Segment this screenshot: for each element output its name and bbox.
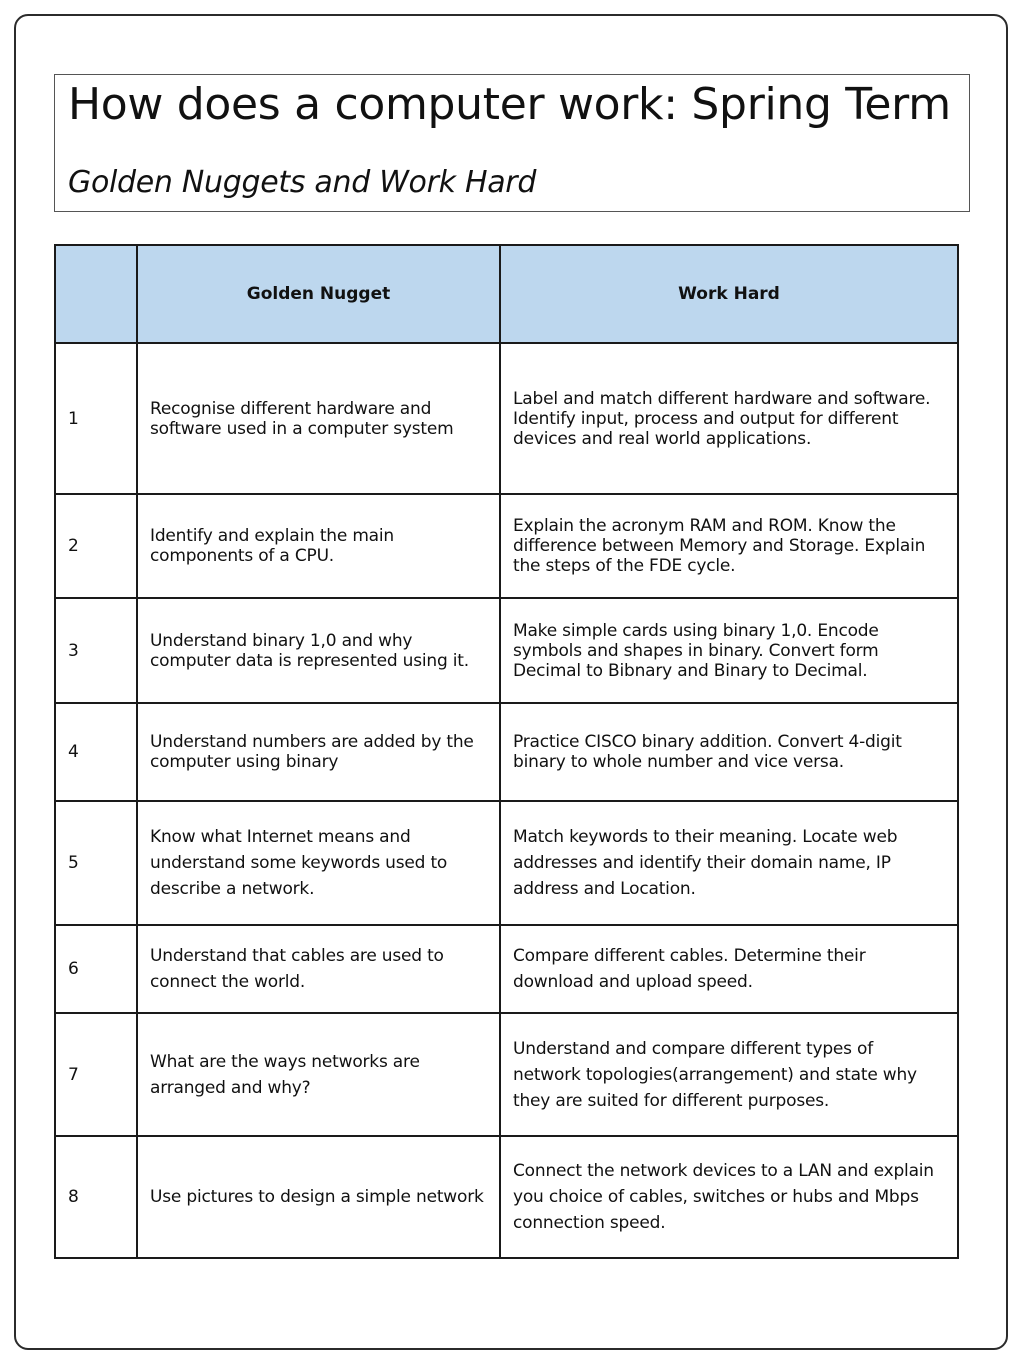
- golden-nugget-cell: Understand numbers are added by the computer using binary: [137, 703, 500, 801]
- table-row: [55, 703, 958, 801]
- page-subtitle: Golden Nuggets and Work Hard: [68, 165, 537, 200]
- title-box: [54, 74, 970, 212]
- golden-nugget-cell: Recognise different hardware and software used in a computer system: [137, 343, 500, 494]
- work-hard-cell: Compare different cables. Determine their download and upload speed.: [500, 925, 958, 1013]
- table-row: [55, 801, 958, 925]
- page-title: How does a computer work: Spring Term: [68, 79, 951, 130]
- work-hard-cell: Make simple cards using binary 1,0. Encode symbols and shapes in binary. Convert form Decimal to Bibnary and Binary to Decimal.: [500, 598, 958, 703]
- table-header-row: [55, 245, 958, 343]
- work-hard-cell: Label and match different hardware and software. Identify input, process and output for different devices and real world applications.: [500, 343, 958, 494]
- work-hard-cell: Practice CISCO binary addition. Convert 4-digit binary to whole number and vice versa.: [500, 703, 958, 801]
- column-header-work-hard: Work Hard: [500, 245, 958, 343]
- table-row: [55, 343, 958, 494]
- row-number: 5: [55, 801, 137, 925]
- table-row: [55, 598, 958, 703]
- golden-nugget-cell: Know what Internet means and understand some keywords used to describe a network.: [137, 801, 500, 925]
- column-header-golden-nugget: Golden Nugget: [137, 245, 500, 343]
- row-number: 6: [55, 925, 137, 1013]
- golden-nugget-cell: What are the ways networks are arranged and why?: [137, 1013, 500, 1136]
- nuggets-table: [54, 244, 959, 1259]
- row-number: 3: [55, 598, 137, 703]
- work-hard-cell: Connect the network devices to a LAN and explain you choice of cables, switches or hubs and Mbps connection speed.: [500, 1136, 958, 1258]
- row-number: 4: [55, 703, 137, 801]
- work-hard-cell: Understand and compare different types of network topologies(arrangement) and state why they are suited for different purposes.: [500, 1013, 958, 1136]
- table-row: [55, 925, 958, 1013]
- row-number: 1: [55, 343, 137, 494]
- column-header-number: [55, 245, 137, 343]
- golden-nugget-cell: Understand that cables are used to connect the world.: [137, 925, 500, 1013]
- golden-nugget-cell: Identify and explain the main components of a CPU.: [137, 494, 500, 598]
- work-hard-cell: Match keywords to their meaning. Locate web addresses and identify their domain name, IP address and Location.: [500, 801, 958, 925]
- golden-nugget-cell: Understand binary 1,0 and why computer data is represented using it.: [137, 598, 500, 703]
- row-number: 8: [55, 1136, 137, 1258]
- row-number: 2: [55, 494, 137, 598]
- golden-nugget-cell: Use pictures to design a simple network: [137, 1136, 500, 1258]
- work-hard-cell: Explain the acronym RAM and ROM. Know the difference between Memory and Storage. Explain the steps of the FDE cycle.: [500, 494, 958, 598]
- table-row: [55, 1136, 958, 1258]
- row-number: 7: [55, 1013, 137, 1136]
- table-row: [55, 1013, 958, 1136]
- table-row: [55, 494, 958, 598]
